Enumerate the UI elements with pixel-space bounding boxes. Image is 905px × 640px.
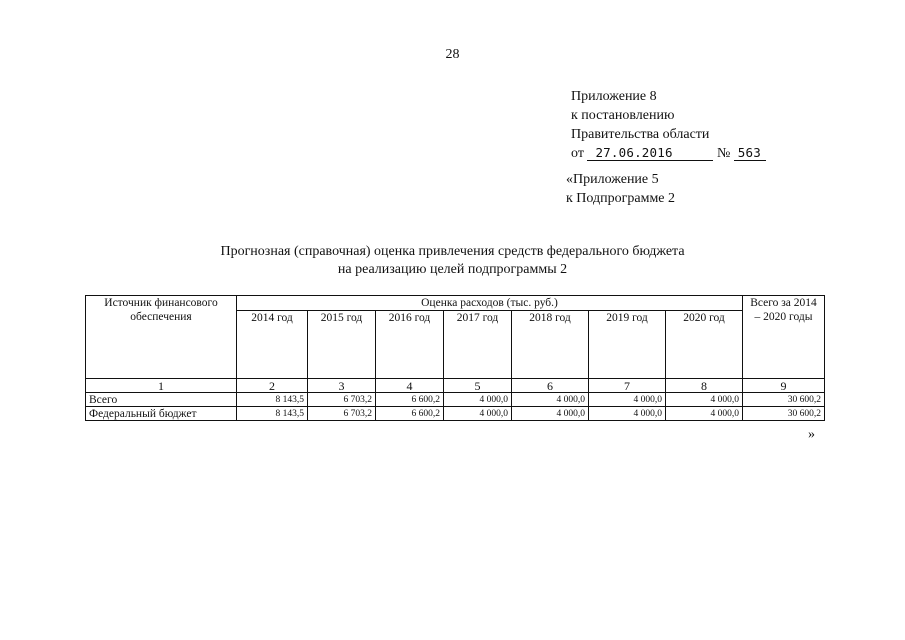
table-cell: 4 000,0	[512, 407, 589, 421]
appendix-block	[571, 87, 766, 163]
table-cell: 6 703,2	[308, 407, 376, 421]
closing-quote: »	[808, 427, 815, 442]
budget-table	[85, 295, 825, 421]
appendix-resolution-label: к постановлению	[571, 108, 675, 123]
estimate-header: Оценка расходов (тыс. руб.)	[237, 296, 743, 311]
page-number: 28	[445, 47, 460, 62]
sub-appendix-block	[566, 170, 675, 208]
appendix-government-label: Правительства области	[571, 127, 710, 142]
table-cell: 8 143,5	[237, 393, 308, 407]
year-header: 2017 год	[444, 311, 512, 379]
column-number: 6	[512, 379, 589, 393]
from-label: от	[571, 146, 584, 161]
row-label: Федеральный бюджет	[86, 407, 237, 421]
column-number: 7	[589, 379, 666, 393]
column-number: 3	[308, 379, 376, 393]
year-header: 2019 год	[589, 311, 666, 379]
table-cell: 6 703,2	[308, 393, 376, 407]
table-cell: 4 000,0	[589, 407, 666, 421]
appendix-date-line	[571, 144, 766, 163]
year-header: 2020 год	[666, 311, 743, 379]
year-header: 2014 год	[237, 311, 308, 379]
document-title-line-2: на реализацию целей подпрограммы 2	[337, 262, 568, 277]
number-label: №	[716, 146, 731, 161]
table-cell: 4 000,0	[512, 393, 589, 407]
column-number: 4	[376, 379, 444, 393]
table-cell: 8 143,5	[237, 407, 308, 421]
column-number: 5	[444, 379, 512, 393]
table-row	[86, 407, 825, 421]
table-row	[86, 393, 825, 407]
column-number-row	[86, 379, 825, 393]
document-title	[0, 243, 905, 279]
sub-appendix-subprogram: к Подпрограмме 2	[566, 191, 676, 206]
table-cell: 4 000,0	[444, 393, 512, 407]
table-cell: 4 000,0	[666, 393, 743, 407]
appendix-title: Приложение 8	[571, 89, 657, 104]
year-header: 2016 год	[376, 311, 444, 379]
row-label: Всего	[86, 393, 237, 407]
table-cell: 4 000,0	[444, 407, 512, 421]
table-cell: 4 000,0	[666, 407, 743, 421]
resolution-date: 27.06.2016	[587, 145, 713, 161]
table-cell-total: 30 600,2	[743, 393, 825, 407]
column-number: 8	[666, 379, 743, 393]
total-header: Всего за 2014 – 2020 годы	[743, 296, 825, 379]
table-cell: 6 600,2	[376, 407, 444, 421]
sub-appendix-title: «Приложение 5	[566, 172, 659, 187]
document-title-line-1: Прогнозная (справочная) оценка привлечения средств федерального бюджета	[220, 244, 685, 259]
table-cell: 4 000,0	[589, 393, 666, 407]
year-header: 2015 год	[308, 311, 376, 379]
table-cell-total: 30 600,2	[743, 407, 825, 421]
column-number: 1	[86, 379, 237, 393]
column-number: 9	[743, 379, 825, 393]
source-header: Источник финансового обеспечения	[86, 296, 237, 379]
table-cell: 6 600,2	[376, 393, 444, 407]
resolution-number: 563	[734, 145, 766, 161]
year-header: 2018 год	[512, 311, 589, 379]
column-number: 2	[237, 379, 308, 393]
